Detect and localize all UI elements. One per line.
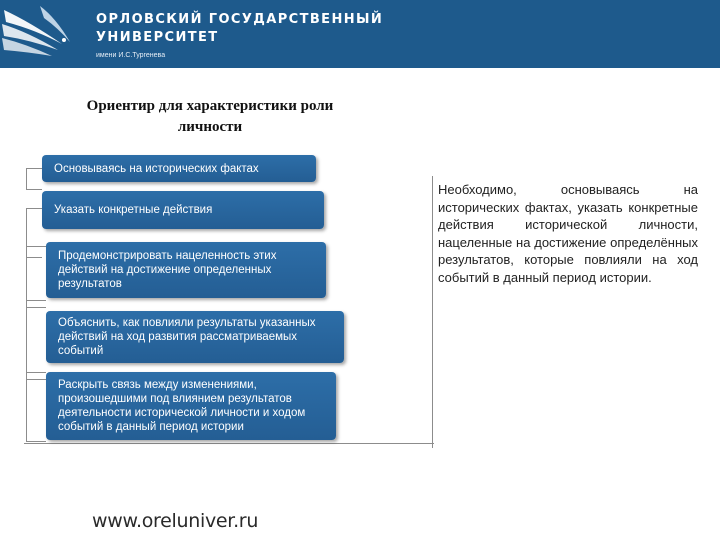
slide-title: Ориентир для характеристики роли личности [86,98,334,135]
diagram-baseline [24,443,434,444]
step-5-box [46,372,336,440]
step-2-box [42,191,324,229]
summary-divider [432,176,433,448]
university-named-after: имени И.С.Тургенева [96,52,166,59]
bracket-1 [26,168,42,190]
step-4-text: Объяснить, как повлияли результаты указанных действий на ход развития рассматриваемых событий [58,317,316,357]
step-1-text: Основываясь на исторических фактах [54,162,259,175]
bracket-4 [26,300,46,380]
summary-text: Необходимо, основываясь на исторических фактах, указать конкретные действия исторической личности, нацеленные на достижение определённых результатов, которые повлияли на ход событий в данный период истории. [438,182,698,285]
bracket-5 [26,372,46,442]
university-name-line2: УНИВЕРСИТЕТ [96,30,219,45]
step-3-box [46,242,326,298]
step-4-box [46,311,344,363]
step-5-text: Раскрыть связь между изменениями, произошедшими под влиянием результатов деятельности исторической личности и ходом событий в данный период истории [58,379,306,433]
footer-url[interactable]: www.oreluniver.ru [92,510,259,532]
step-3-text: Продемонстрировать нацеленность этих действий на достижение определенных результатов [58,250,277,290]
step-2-text: Указать конкретные действия [54,204,213,216]
step-1-box [42,155,316,182]
university-name-line1: ОРЛОВСКИЙ ГОСУДАРСТВЕННЫЙ [96,12,384,27]
bracket-3 [26,246,46,308]
